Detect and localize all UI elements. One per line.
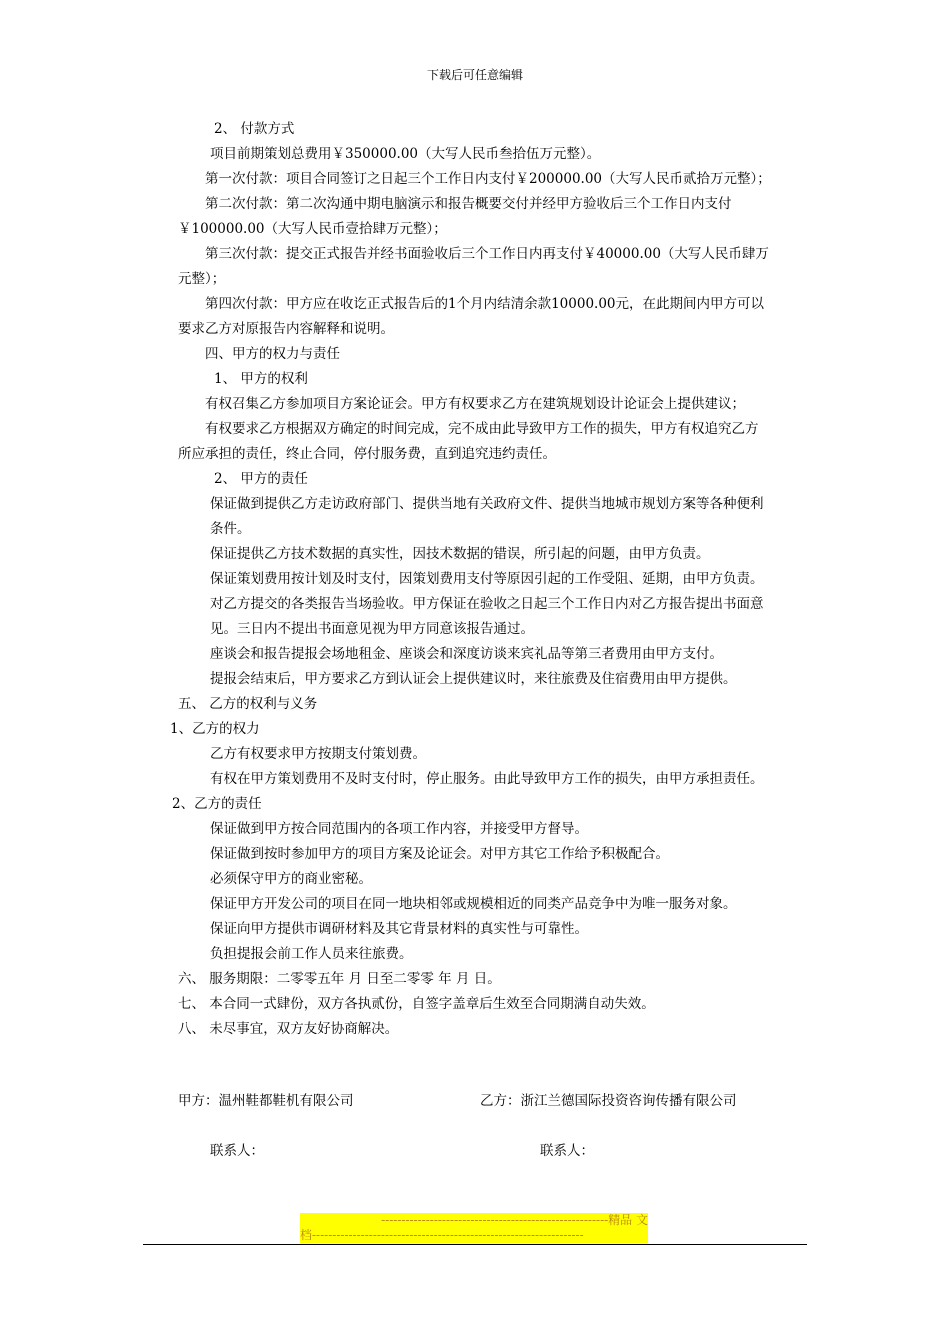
text-line: 有权要求乙方根据双方确定的时间完成，完不成由此导致甲方工作的损失，甲方有权追究乙方 [205,421,759,437]
text-line: 座谈会和报告提报会场地租金、座谈会和深度访谈来宾礼品等第三者费用由甲方支付。 [210,646,723,662]
text-line: 第二次付款：第二次沟通中期电脑演示和报告概要交付并经甲方验收后三个工作日内支付 [205,196,732,212]
text-line: 1、 甲方的权利 [214,371,308,387]
text-line: 提报会结束后，甲方要求乙方到认证会上提供建议时，来往旅费及住宿费用由甲方提供。 [210,671,737,687]
footer-watermark-line2: 档------------------------------------------------------------------- [300,1228,648,1243]
text-line: 1、乙方的权力 [170,721,260,737]
text-line: 七、 本合同一式肆份，双方各执贰份，自签字盖章后生效至合同期满自动失效。 [178,996,655,1012]
text-line: 乙方：浙江兰德国际投资咨询传播有限公司 [480,1093,737,1109]
text-line: 元整）； [178,271,226,287]
text-line: 第三次付款：提交正式报告并经书面验收后三个工作日内再支付￥40000.00（大写人民币肆万 [205,246,769,262]
text-line: 保证提供乙方技术数据的真实性，因技术数据的错误，所引起的问题，由甲方负责。 [210,546,710,562]
text-line: 对乙方提交的各类报告当场验收。甲方保证在验收之日起三个工作日内对乙方报告提出书面意 [210,596,764,612]
text-line: 见。三日内不提出书面意见视为甲方同意该报告通过。 [210,621,534,637]
footer-watermark-line1: --------------------------------------------------------精品 文 [300,1213,648,1228]
text-line: 要求乙方对原报告内容解释和说明。 [178,321,394,337]
text-line: 必须保守甲方的商业密秘。 [210,871,372,887]
text-line: 负担提报会前工作人员来往旅费。 [210,946,413,962]
page-header: 下载后可任意编辑 [426,68,523,82]
text-line: 保证甲方开发公司的项目在同一地块相邻或规模相近的同类产品竞争中为唯一服务对象。 [210,896,737,912]
text-line: 四、甲方的权力与责任 [205,346,340,362]
text-line: 保证向甲方提供市调研材料及其它背景材料的真实性与可靠性。 [210,921,588,937]
text-line: 2、 甲方的责任 [214,471,308,487]
text-line: 第四次付款：甲方应在收讫正式报告后的1个月内结清余款10000.00元，在此期间内甲方可以 [205,296,765,312]
text-line: 所应承担的责任，终止合同，停付服务费，直到追究违约责任。 [178,446,556,462]
text-line: 2、乙方的责任 [172,796,262,812]
text-line: 第一次付款：项目合同签订之日起三个工作日内支付￥200000.00（大写人民币贰拾万元整）； [205,171,771,187]
text-line: 有权在甲方策划费用不及时支付时，停止服务。由此导致甲方工作的损失，由甲方承担责任。 [210,771,764,787]
footer-rule [143,1244,807,1245]
text-line: 条件。 [210,521,251,537]
text-line: 甲方：温州鞋都鞋机有限公司 [178,1093,354,1109]
text-line: 八、 未尽事宜，双方友好协商解决。 [178,1021,399,1037]
text-line: 保证做到提供乙方走访政府部门、提供当地有关政府文件、提供当地城市规划方案等各种便利 [210,496,764,512]
text-line: 联系人： [540,1143,594,1159]
text-line: 乙方有权要求甲方按期支付策划费。 [210,746,426,762]
text-line: ￥100000.00（大写人民币壹拾肆万元整）； [178,221,447,237]
text-line: 保证做到按时参加甲方的项目方案及论证会。对甲方其它工作给予积极配合。 [210,846,669,862]
text-line: 五、 乙方的权利与义务 [178,696,318,712]
text-line: 项目前期策划总费用￥350000.00（大写人民币叁拾伍万元整）。 [210,146,601,162]
text-line: 保证策划费用按计划及时支付，因策划费用支付等原因引起的工作受阻、延期，由甲方负责。 [210,571,764,587]
text-line: 有权召集乙方参加项目方案论证会。甲方有权要求乙方在建筑规划设计论证会上提供建议； [205,396,745,412]
text-line: 2、 付款方式 [214,121,295,137]
text-line: 六、 服务期限：二零零五年 月 日至二零零 年 月 日。 [178,971,501,987]
text-line: 保证做到甲方按合同范围内的各项工作内容，并接受甲方督导。 [210,821,588,837]
text-line: 联系人： [210,1143,264,1159]
